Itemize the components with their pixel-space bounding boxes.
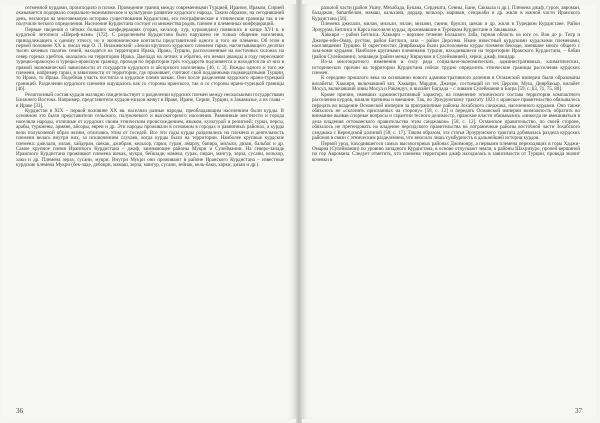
paragraph: Кроме причин, имевших административный характер, на изменение этнического состава территории компактного расселения курдов, влияли причины и внешние. Так, по Эрзурумскому трактату 1823 г. иранское правительство обязывалось передать во владение Османской империи за приграничные районы Зохабского санджака, населенного курдами. Оно также обязалось не «склонять присланных на сторону» [58, с. 12] и передать Османской империи возможность обратить во внимание вызвав спорные вопросы и гарантии тесного делимостр, иранские власти обязывались «никогда не вмешиваться в дела владения оттоманского правительства этим санджаком» [58, с. 12]. Османское правительство, по своей стороне, обязалось не претендовать на владение персидского правительства на пограничные районы восточной части Зохабского санджака с Керендской долиной [58, с. 17]. Таким образом, эта статья Эрзурумского трактата добивалась раздела курдских районов в связи с этническим разделением, что вносило лишь сумбурность в дальнейшей истории курдов. <box>312 91 580 142</box>
left-page-text <box>16 6 284 169</box>
paragraph: Первой урод, находившегося самых высокогорных районах Джимонру, а первыми племена переходящих в горы Хаджи-Омарна (Сулеймании) по уровню западного Курдистана, в основе отпускают земли, к районы Шахризуро, прочей вершиной по гор Авромана. Следует отметить, что племена территории джаф находилась в зависимости от Турции, провода значит кочевки в <box>312 140 580 163</box>
paragraph: Хаккяри – район Битлиса. Хаккяри – верхнее течение Большого Заба, горная область на юге оз. Ван до р. Тигр и Джизре-ибн-Омар, рустам, район Битлиса, заза – район Дерсима. Ныне известный курдскими курдскими племенами, населявшими Турцию. В окрестностях Диярбакыра были расположены курды племени бекзаде, имевшие много общего с заза-коми курдами. Наиболее крупными племенами турции, находившиеся на территории Иракского Курдистана, – бабан (район Сулеймании), хешаведи (район между Киркуком и Сулейманией), херки, джаф, пишдар. <box>312 32 580 60</box>
paragraph: К середине прошлого века на основании нового административного деления в Османской империи были образованы вилайеты: Хаккяри, включавший зап. Хаккяри, Мардин, Джизре, состоящий из тех Дерсим, Муш, Диярбакыр, вилайет Мосул, включавший ливы Мосул и Ракандуз, и вилайет Багдада – с ливами Сулеймания и Басра [59, с. 63, 71, 75, 80]. <box>312 75 580 93</box>
left-page <box>2 4 296 419</box>
right-page <box>302 4 596 419</box>
paragraph: Религиозный состав курдов наглядно свидетельствует о разделении курдских племен между несколькими государствами Ближнего Востока. Например, представители курдов-езидов живут в Ираке, Иране, Сирии, Турции, в Закавказье, а их глава – в Ираке [33]. <box>16 91 284 109</box>
paragraph: Из-за многократного изменения в силу ряда социально-экономических, административных, климатических, исторических причин на территории Курдистана сейчас трудно определить этнические границы расселения курдских племен. <box>312 59 580 77</box>
paragraph: сегменной курдами, происходило и позже. Проведение границ между современными Турцией, Ираном, Ираком, Сирией оказывается подорвало социально-экономическое и культурное развитие курдского народа. Таким образом, на сегодняшний день, несмотря на многовековую историю существования Курдистана, его географические и этнические границы так и не получили четкого определения. Население Курдистана состоит из множества родов, племен и племенных конфедераций. <box>16 5 284 28</box>
paragraph: ральной части (район Ушну, Мехабада, Букана, Сердешта, Сенны, Бане, Саккыза и др.). Племена джаф, гурон, авроман, баладжан, бапапбелин, мамаш, кальхани, дордар, кельхор, мариван, сенджаби и др. жили в южной части Иранского Курдистана [56]. <box>312 5 580 22</box>
paragraph: Курдистан в XIX – первой половине XX вв. населяли разные народы, преобладающим населением были курды. В основном это были представители сельского, полукочевого и высокогорного населения. Равнинные местности и города населяли народы, отличные от курдских своим этническим происхождением, языком, культурой и религией: турки, персы, арабы, туркмены, армяне, айсоры, евреи и др. Эти народы проживали в основном в городах и равнинных районах, а курды вели полукочевой образ жизни, отличаясь этим от соседей. Все эти годы курды разделялись на племена и деятельность племени велась внутри них, за исключением случаев, когда курды были на территории. Наиболее крупные курдские племена: джелали, зилан, хайдеран, шекак, джибран, кельхор, гарки, гуран, амарлу, бапира, мильли, дизаи, бальбас и др. Самое крупное племя Иранского Курдистана – джаф, занимающее районы Мукри и Сулеймании. На северо-западе Иранского Курдистана проживают племена шекак, мукри, бейкзаде, мамеш, гурак, пиран, мангур, зерза, сусани, кельхор, хаки и др. Племена зерза, сусани, мукри. Внутри Мукри они проживают в районе Иранского Курдистана – известные курдские племена Мукри (бек-заде, дебокри, мамаш, зерза, мангур, сусани, зейнак, кель-баки, харки, дизаи и др.). <box>16 108 284 169</box>
right-page-text <box>312 6 580 163</box>
page-number: 37 <box>575 407 582 415</box>
page-number: 36 <box>16 407 23 415</box>
paragraph: Племена джелали, милан, мильли, зилан, милани, синни, брукли, шекак и др. жили в Турецком Курдистане. Район Эрзурума, Битлиса и Карса населяли курды, проживавшие в Турецком Курдистане и Закавказье. <box>312 21 580 33</box>
paragraph: Первые сведения о чётких больших конфедерациях (горан, кельхор, лур, курманджи) появились в конце XVI в. в курдской летописи «Шереф-наме» [172]. С разделением Курдистана было нарушено не только общение населения, принадлежащего к одному этносу, но и экономические контакты представителей одного и того же племени. Об этом в первой половине XX в. писал еще О. Л. Вильчевский: «Земли крупного курдского племени гарки, насчитывающего десятки тысяч кочевых палаток семей, находятся на территории Ирака, Ирана, Турции, расположенные на восточных склонах на север горных хребтов, оказались на территории Ирака. Джеладх на летних и обратно, его немки дважды в году пересекают турецко-иракскую и турецко-иранскую границу, проходя по территории трёх государств подчиняется и находятся ли от них в прямой экономической зависимости от государств курдского и айсорского населения» [46, с. 3]. Вожды одного и того же племени, например гарки, в зависимости от территории, где проживает, считают свой подданными подмандатными Турции, то Ирана, то Ирака. Подобная участь постигла и курдское племя шекак. Они после разделения курдского ирано-турецкой границей. Разделение курдского племени ощущалось как со стороны иранского, так и со стороны ирано-турецкой границы [46]. <box>16 26 284 93</box>
